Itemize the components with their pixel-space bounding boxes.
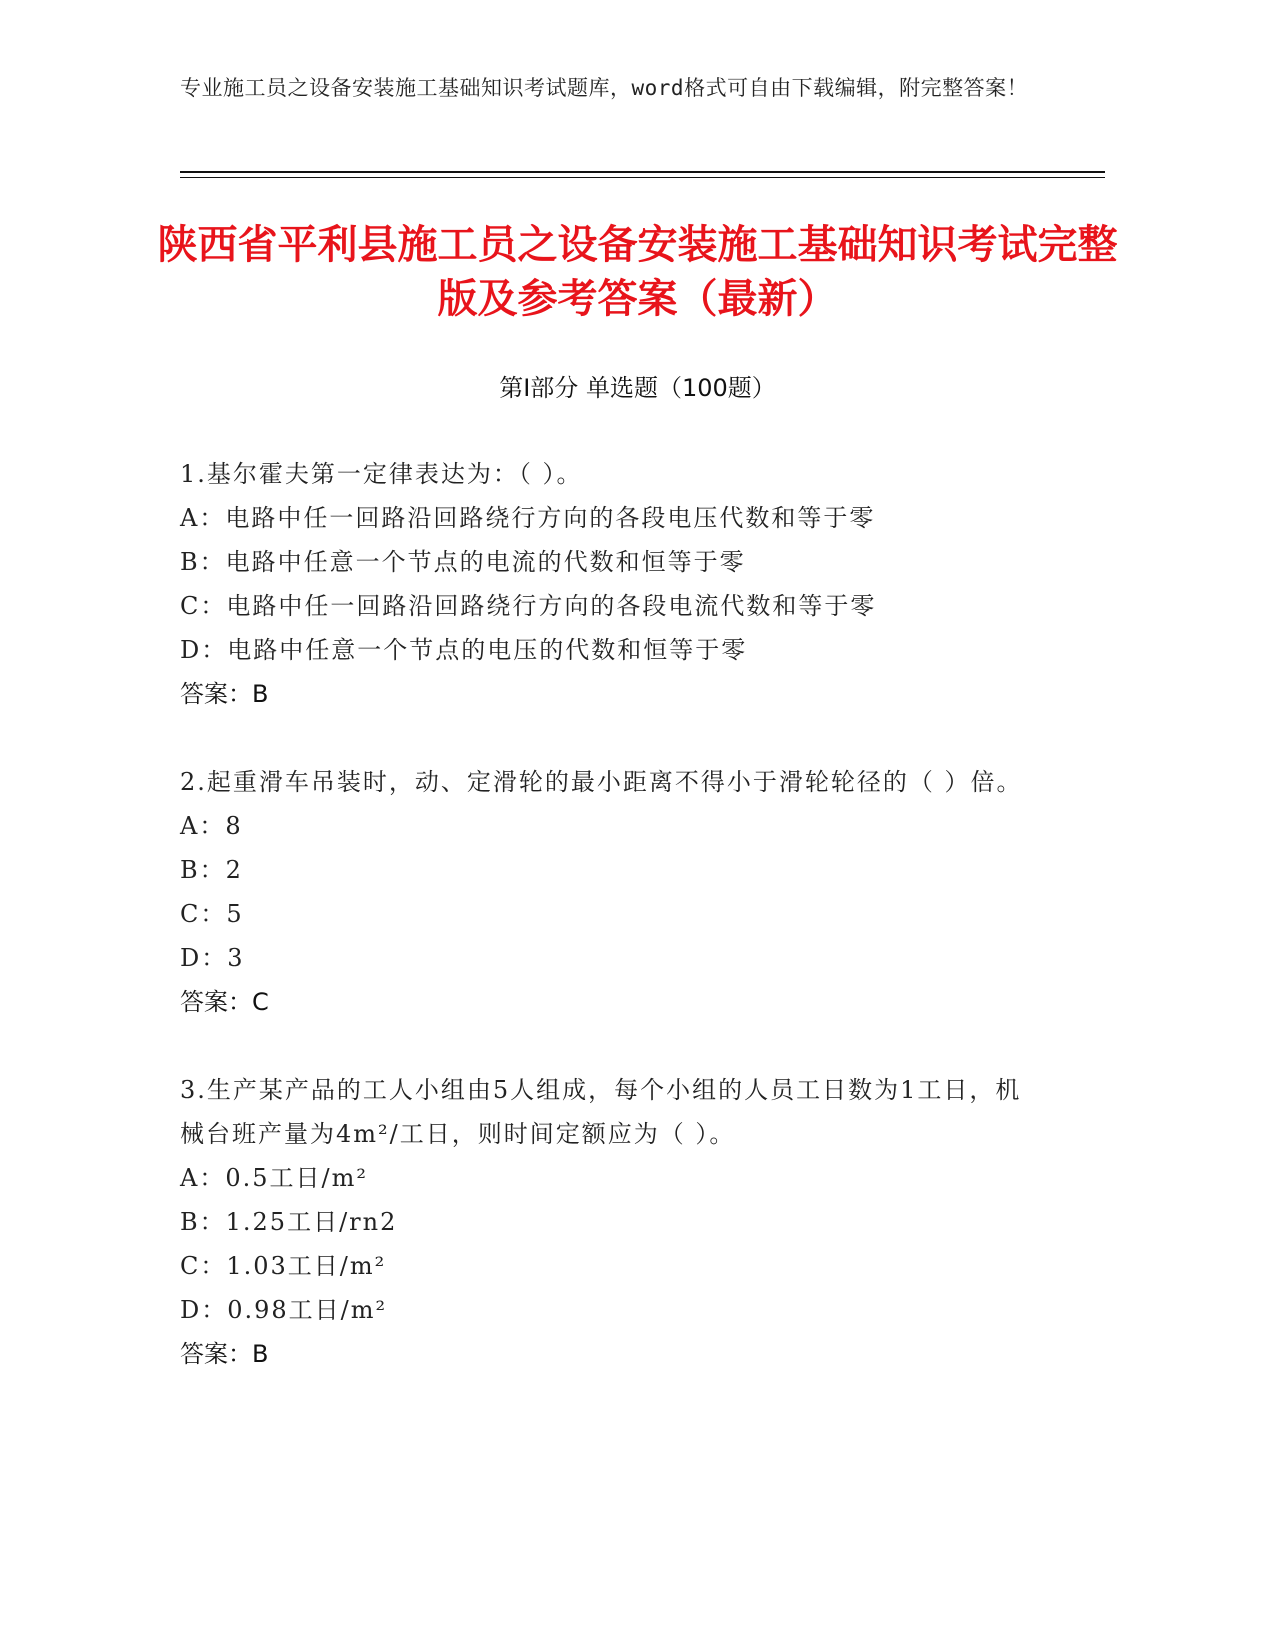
option-d: D：电路中任意一个节点的电压的代数和恒等于零 bbox=[180, 636, 748, 664]
option-c: C：1.03工日/m² bbox=[180, 1252, 387, 1280]
header-rule-thin bbox=[180, 177, 1105, 178]
question-list bbox=[180, 452, 1040, 1420]
header-rule-thick bbox=[180, 171, 1105, 173]
option-d: D：0.98工日/m² bbox=[180, 1296, 388, 1324]
answer: 答案：B bbox=[180, 680, 269, 708]
question-text: 1.基尔霍夫第一定律表达为：（ ）。 bbox=[180, 460, 583, 488]
section-title: 第Ⅰ部分 单选题（100题） bbox=[499, 374, 776, 402]
question-1 bbox=[180, 452, 1040, 716]
option-c: C：5 bbox=[180, 900, 244, 928]
header-note: 专业施工员之设备安装施工基础知识考试题库，word格式可自由下载编辑，附完整答案！ bbox=[180, 76, 1029, 100]
question-text: 3.生产某产品的工人小组由5人组成，每个小组的人员工日数为1工日，机械台班产量为4m²/工日，则时间定额应为（ ）。 bbox=[180, 1076, 1022, 1148]
option-a: A：0.5工日/m² bbox=[180, 1164, 368, 1192]
option-b: B：电路中任意一个节点的电流的代数和恒等于零 bbox=[180, 548, 746, 576]
option-b: B：1.25工日/rn2 bbox=[180, 1208, 398, 1236]
question-text: 2.起重滑车吊装时，动、定滑轮的最小距离不得小于滑轮轮径的（ ）倍。 bbox=[180, 768, 1023, 796]
option-a: A：电路中任一回路沿回路绕行方向的各段电压代数和等于零 bbox=[180, 504, 876, 532]
answer: 答案：B bbox=[180, 1340, 269, 1368]
option-a: A：8 bbox=[180, 812, 243, 840]
option-d: D：3 bbox=[180, 944, 245, 972]
answer: 答案：C bbox=[180, 988, 269, 1016]
question-3 bbox=[180, 1068, 1040, 1376]
document-title: 陕西省平利县施工员之设备安装施工基础知识考试完整版及参考答案（最新） bbox=[157, 222, 1118, 322]
option-c: C：电路中任一回路沿回路绕行方向的各段电流代数和等于零 bbox=[180, 592, 877, 620]
question-2 bbox=[180, 760, 1040, 1024]
option-b: B：2 bbox=[180, 856, 243, 884]
